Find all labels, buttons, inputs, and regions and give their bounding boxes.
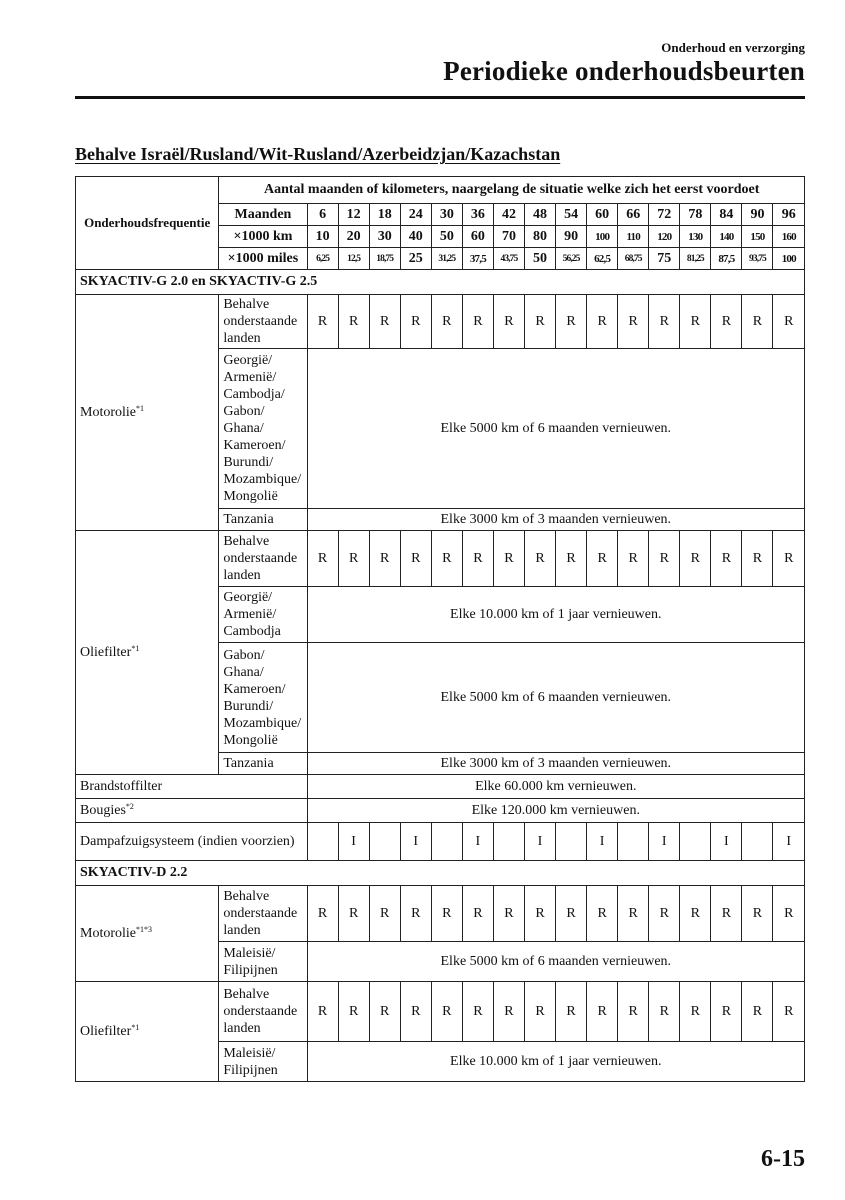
replace-cell: R [742,982,773,1042]
miles-cell: 87,5 [711,248,742,270]
empty-cell [618,823,649,861]
replace-cell: R [524,295,555,349]
month-cell: 60 [587,204,618,226]
item-dampafzuigsysteem: Dampafzuigsysteem (indien voorzien) [76,823,308,861]
km-cell: 80 [524,226,555,248]
empty-cell [431,823,462,861]
replace-cell: R [431,295,462,349]
footnote-ref: *1 [131,643,140,653]
sub-behalve: Behalve onderstaande landen [219,531,307,587]
inspect-cell: I [773,823,805,861]
km-cell: 120 [649,226,680,248]
month-cell: 36 [462,204,493,226]
replace-cell: R [462,982,493,1042]
replace-cell: R [556,886,587,942]
replace-cell: R [524,531,555,587]
replace-cell: R [338,982,369,1042]
interval-note: Elke 5000 km of 6 maanden vernieuwen. [307,643,804,753]
month-cell: 48 [524,204,555,226]
replace-cell: R [369,982,400,1042]
replace-cell: R [618,531,649,587]
replace-cell: R [462,886,493,942]
km-cell: 10 [307,226,338,248]
miles-label: ×1000 miles [219,248,307,270]
inspect-cell: I [338,823,369,861]
month-cell: 90 [742,204,773,226]
miles-cell: 31,25 [431,248,462,270]
replace-cell: R [400,531,431,587]
sub-countries: Gabon/ Ghana/ Kameroen/ Burundi/ Mozambique/ Mongolië [219,643,307,753]
replace-cell: R [556,531,587,587]
inspect-cell: I [524,823,555,861]
inspect-cell: I [649,823,680,861]
replace-cell: R [462,295,493,349]
month-cell: 12 [338,204,369,226]
miles-cell: 12,5 [338,248,369,270]
miles-cell: 37,5 [462,248,493,270]
item-brandstoffilter: Brandstoffilter [76,775,308,799]
sub-tanzania: Tanzania [219,509,307,531]
replace-cell: R [493,531,524,587]
empty-cell [556,823,587,861]
item-oliefilter-d [76,982,219,1082]
interval-note: Elke 3000 km of 3 maanden vernieuwen. [307,753,804,775]
month-cell: 66 [618,204,649,226]
replace-cell: R [338,886,369,942]
miles-cell: 68,75 [618,248,649,270]
sub-countries: Maleisië/ Filipijnen [219,942,307,982]
replace-cell: R [338,531,369,587]
replace-cell: R [680,295,711,349]
month-cell: 78 [680,204,711,226]
month-cell: 6 [307,204,338,226]
replace-cell: R [307,295,338,349]
running-header-title: Periodieke onderhoudsbeurten [443,56,805,86]
replace-cell: R [742,295,773,349]
replace-cell: R [649,295,680,349]
top-header: Aantal maanden of kilometers, naargelang de situatie welke zich het eerst voordoet [219,177,805,204]
replace-cell: R [649,886,680,942]
replace-cell: R [773,982,805,1042]
replace-cell: R [649,531,680,587]
footnote-ref: *2 [125,801,134,811]
replace-cell: R [493,886,524,942]
replace-cell: R [369,531,400,587]
replace-cell: R [742,531,773,587]
miles-cell: 43,75 [493,248,524,270]
interval-note: Elke 10.000 km of 1 jaar vernieuwen. [307,1042,804,1082]
replace-cell: R [307,886,338,942]
km-cell: 100 [587,226,618,248]
interval-note: Elke 10.000 km of 1 jaar vernieuwen. [307,587,804,643]
item-motorolie-g [76,295,219,531]
item-label: Bougies [80,802,126,818]
month-cell: 54 [556,204,587,226]
km-cell: 140 [711,226,742,248]
maintenance-table [75,176,805,1082]
miles-cell: 18,75 [369,248,400,270]
replace-cell: R [400,982,431,1042]
replace-cell: R [493,295,524,349]
sub-behalve: Behalve onderstaande landen [219,886,307,942]
replace-cell: R [587,531,618,587]
replace-cell: R [618,295,649,349]
page-number: 6-15 [761,1146,805,1172]
sub-tanzania: Tanzania [219,753,307,775]
km-cell: 50 [431,226,462,248]
km-label: ×1000 km [219,226,307,248]
miles-cell: 100 [773,248,805,270]
sub-behalve: Behalve onderstaande landen [219,295,307,349]
replace-cell: R [711,295,742,349]
frequency-label: Onderhoudsfrequentie [76,177,219,270]
sub-countries: Maleisië/ Filipijnen [219,1042,307,1082]
header-rule [75,96,805,99]
item-bougies [76,799,308,823]
replace-cell: R [711,982,742,1042]
replace-cell: R [680,531,711,587]
replace-cell: R [307,982,338,1042]
km-cell: 160 [773,226,805,248]
km-cell: 130 [680,226,711,248]
replace-cell: R [742,886,773,942]
month-cell: 72 [649,204,680,226]
inspect-cell: I [400,823,431,861]
replace-cell: R [649,982,680,1042]
replace-cell: R [307,531,338,587]
month-cell: 18 [369,204,400,226]
replace-cell: R [431,886,462,942]
inspect-cell: I [587,823,618,861]
replace-cell: R [369,295,400,349]
replace-cell: R [711,531,742,587]
replace-cell: R [338,295,369,349]
replace-cell: R [773,295,805,349]
footnote-ref: *1 [136,403,144,413]
miles-cell: 25 [400,248,431,270]
replace-cell: R [618,886,649,942]
miles-cell: 93,75 [742,248,773,270]
replace-cell: R [680,886,711,942]
running-header-section: Onderhoud en verzorging [661,40,805,55]
replace-cell: R [711,886,742,942]
interval-note: Elke 60.000 km vernieuwen. [307,775,804,799]
item-label: Motorolie [80,404,136,420]
km-cell: 40 [400,226,431,248]
replace-cell: R [587,295,618,349]
item-motorolie-d [76,886,219,982]
month-cell: 42 [493,204,524,226]
miles-cell: 75 [649,248,680,270]
km-cell: 70 [493,226,524,248]
footnote-ref: *1*3 [136,924,152,934]
sub-countries: Georgië/ Armenië/ Cambodja/ Gabon/ Ghana/ Kameroen/ Burundi/ Mozambique/ Mongolië [219,349,307,509]
miles-cell: 81,25 [680,248,711,270]
sub-countries: Georgië/ Armenië/ Cambodja [219,587,307,643]
replace-cell: R [618,982,649,1042]
replace-cell: R [400,295,431,349]
replace-cell: R [369,886,400,942]
item-oliefilter-g [76,531,219,775]
miles-cell: 56,25 [556,248,587,270]
replace-cell: R [462,531,493,587]
interval-note: Elke 5000 km of 6 maanden vernieuwen. [307,942,804,982]
replace-cell: R [431,982,462,1042]
empty-cell [493,823,524,861]
interval-note: Elke 5000 km of 6 maanden vernieuwen. [307,349,804,509]
empty-cell [680,823,711,861]
replace-cell: R [556,295,587,349]
km-cell: 30 [369,226,400,248]
replace-cell: R [556,982,587,1042]
sub-behalve: Behalve onderstaande landen [219,982,307,1042]
replace-cell: R [400,886,431,942]
table-subtitle: Behalve Israël/Rusland/Wit-Rusland/Azerbeidzjan/Kazachstan [75,144,561,164]
item-label: Motorolie [80,925,136,941]
replace-cell: R [587,886,618,942]
km-cell: 90 [556,226,587,248]
interval-note: Elke 120.000 km vernieuwen. [307,799,804,823]
empty-cell [307,823,338,861]
months-label: Maanden [219,204,307,226]
item-label: Oliefilter [80,644,132,660]
item-label: Oliefilter [80,1023,132,1039]
km-cell: 20 [338,226,369,248]
replace-cell: R [587,982,618,1042]
miles-cell: 62,5 [587,248,618,270]
km-cell: 60 [462,226,493,248]
section-skyactiv-d: SKYACTIV-D 2.2 [76,861,805,886]
replace-cell: R [680,982,711,1042]
interval-note: Elke 3000 km of 3 maanden vernieuwen. [307,509,804,531]
month-cell: 24 [400,204,431,226]
inspect-cell: I [462,823,493,861]
replace-cell: R [524,886,555,942]
month-cell: 30 [431,204,462,226]
replace-cell: R [493,982,524,1042]
month-cell: 84 [711,204,742,226]
month-cell: 96 [773,204,805,226]
replace-cell: R [773,886,805,942]
km-cell: 150 [742,226,773,248]
footnote-ref: *1 [131,1022,140,1032]
miles-cell: 50 [524,248,555,270]
miles-cell: 6,25 [307,248,338,270]
replace-cell: R [431,531,462,587]
replace-cell: R [524,982,555,1042]
replace-cell: R [773,531,805,587]
empty-cell [742,823,773,861]
km-cell: 110 [618,226,649,248]
section-skyactiv-g: SKYACTIV-G 2.0 en SKYACTIV-G 2.5 [76,270,805,295]
empty-cell [369,823,400,861]
inspect-cell: I [711,823,742,861]
